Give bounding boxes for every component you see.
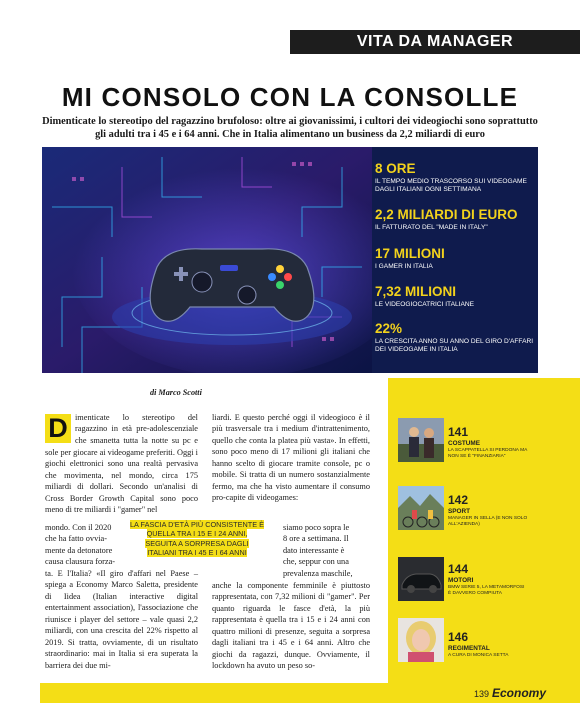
body-line: dato interessante è (283, 545, 345, 555)
column-1-top (45, 447, 198, 516)
sidebar-title-sport[interactable]: SPORT (448, 508, 471, 515)
column-2-top (212, 412, 370, 504)
stat-desc-revenue: IL FATTURATO DEL "MADE IN ITALY" (375, 224, 488, 231)
stat-value-women: 7,32 MILIONI (375, 284, 457, 299)
sidebar-title-costume[interactable]: COSTUME (448, 440, 480, 447)
sidebar-sub-regimental: A CURA DI MONICA SETTA (448, 653, 509, 658)
sidebar-sub-motori: BMW SERIE 5, LA METAMORFOSI È DAVVERO COMPIUTA (448, 585, 525, 596)
body-line: prevalenza maschile, (283, 568, 353, 578)
body-paragraph: liardi. E questo perché oggi il videogioco è il più trasversale tra i medium d'intrattenimento, quello che conta la platea più vasta». In effetti, sono poco meno di 17 milioni gli italiani che hanno scelto di giocare tramite console, pc o mobile. Si tratta di un numero sostanzialmente fermo, ma che ha visto aumentare il consumo pro-capite di videogames: (212, 413, 370, 503)
body-paragraph: imenticate lo stereotipo del ragazzino in età pre-adolescenziale che smanetta tutta la notte su pc e (75, 413, 198, 445)
pull-quote (130, 520, 264, 558)
drop-cap: D (45, 414, 71, 443)
body-line: causa clausura forza- (45, 557, 116, 567)
stat-desc-women: LE VIDEOGIOCATRICI ITALIANE (375, 301, 475, 308)
sidebar-sub-sport: MANAGER IN SELLA (E NON SOLO ALL'AZIENDA) (448, 516, 528, 527)
body-line: siamo poco sopra le (283, 523, 350, 532)
regimental-thumbnail[interactable] (398, 618, 444, 662)
section-label: VITA DA MANAGER (290, 30, 580, 54)
column-2-bottom (212, 580, 370, 672)
body-line: che ha fatto ovvia- (45, 534, 107, 544)
motori-thumbnail[interactable] (398, 557, 444, 601)
article-headline: MI CONSOLO CON LA CONSOLLE (61, 82, 519, 112)
body-line: mondo. Con il 2020 (45, 523, 112, 532)
sport-thumbnail[interactable] (398, 486, 444, 530)
pull-quote-text: LA FASCIA D'ETÀ PIÙ CONSISTENTE È QUELLA TRA I 15 E I 24 ANNI, SEGUITA A SORPRESA DAGLI ITALIANI TRA I 45 E I 64 ANNI (130, 520, 264, 558)
sidebar-title-regimental[interactable]: REGIMENTAL (448, 645, 490, 652)
body-line: che, seppur con una (283, 557, 349, 567)
hero-infographic (42, 147, 538, 373)
column-1-wrap (45, 522, 125, 568)
stat-desc-hours: IL TEMPO MEDIO TRASCORSO SUI VIDEOGAME DAGLI ITALIANI OGNI SETTIMANA (375, 178, 527, 193)
stat-value-growth: 22% (375, 321, 403, 336)
column-1-bottom (45, 568, 198, 671)
sidebar-sub-costume: LA SCAPPATELLA SI PERDONA MA NON SE È "FINANZIARIA" (448, 448, 528, 459)
body-line: 8 ore a settimana. Il (283, 534, 349, 544)
sidebar-page-costume[interactable]: 141 (448, 425, 469, 439)
sidebar-title-motori[interactable]: MOTORI (448, 577, 474, 584)
stat-desc-growth: LA CRESCITA ANNO SU ANNO DEL GIRO D'AFFARI DEI VIDEOGAME IN ITALIA (375, 338, 534, 353)
magazine-logo: Economy (492, 686, 547, 700)
body-paragraph: sole per giocare ai videogame preferiti. Oggi i giochi elettronici sono una realtà pervasiva che movimenta, nel mondo, circa 175 miliardi di dollari. Secondo un'analisi di Cross Border Growth Capital sono poco meno di tre miliardi i "gamer" nel (45, 448, 198, 515)
body-line: mente da detonatore (45, 545, 113, 555)
body-paragraph: ta. E l'Italia? «Il giro d'affari nel Paese – spiega a Economy Marco Saletta, presidente di Iidea (Italian interactive digital entertainment association), l'associazione che riunisce i player del settore – vale quasi 2,2 miliardi, con una crescita del 22% rispetto al 2019. Si tratta, ovviamente, di un risultato straordinario: mai in Italia si era superata la barriera dei due mi- (45, 569, 198, 670)
costume-thumbnail[interactable] (398, 418, 444, 462)
gamepad-illustration (42, 147, 372, 373)
column-1-top-narrow (75, 412, 198, 447)
sidebar-page-regimental[interactable]: 146 (448, 630, 469, 644)
stat-value-gamers: 17 MILIONI (375, 246, 445, 261)
body-paragraph: anche la componente femminile è piuttosto rappresentata, con 7,32 milioni di "gamer". Per quanto riguarda le fasce d'età, la più rappresentata è quella tra i 15 e i 24 anni con quattro milioni di presenze, seguita a sorpresa dagli italiani tra i 45 e i 64 anni. Altro che giochi da ragazzi, dunque. Ovviamente, il lockdown ha avuto un peso so- (212, 581, 370, 671)
stat-value-hours: 8 ORE (375, 161, 416, 176)
sidebar-page-sport[interactable]: 142 (448, 493, 469, 507)
page-number: 139 (474, 689, 490, 699)
stat-desc-gamers: I GAMER IN ITALIA (375, 263, 433, 270)
column-2-wrap (283, 522, 370, 579)
article-deck: Dimenticate lo stereotipo del ragazzino brufoloso: oltre ai giovanissimi, i cultori dei videogiochi sono soprattutto gli adulti tra i 45 e i 64 anni. Che in Italia alimentano un business da 2,2 miliardi di euro (42, 116, 538, 140)
sidebar-page-motori[interactable]: 144 (448, 562, 469, 576)
stat-value-revenue: 2,2 MILIARDI DI EURO (375, 207, 518, 222)
byline: di Marco Scotti (150, 388, 202, 397)
